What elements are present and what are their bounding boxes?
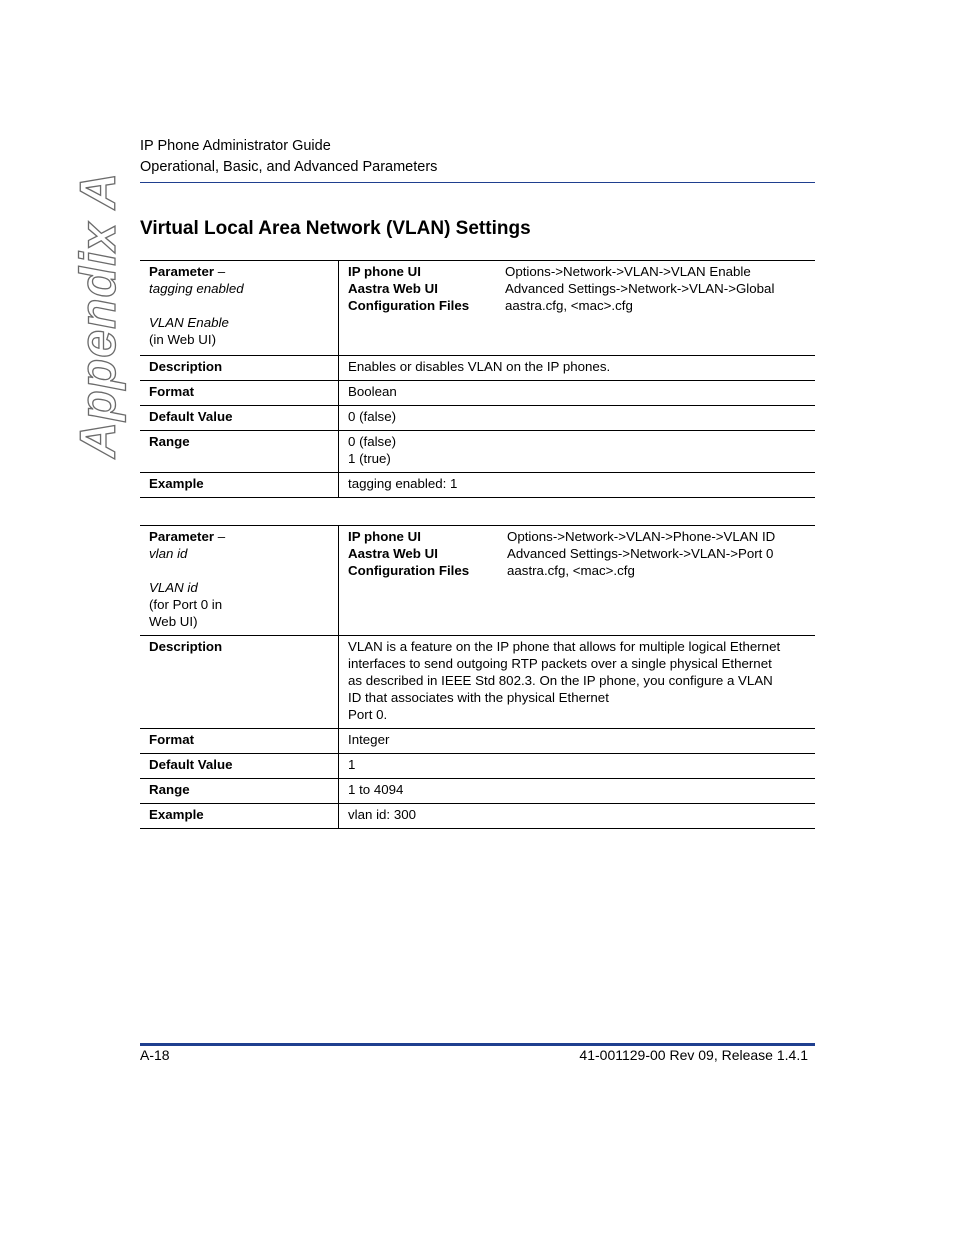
- description-line-5: Port 0.: [348, 707, 388, 722]
- default-value: 1: [339, 754, 816, 779]
- format-label: Format: [140, 381, 339, 406]
- appendix-side-label: Appendix A: [70, 172, 126, 458]
- example-value: vlan id: 300: [339, 804, 816, 829]
- parameter-name: vlan id: [149, 546, 188, 561]
- ui-key-web-ui: Aastra Web UI: [348, 281, 438, 296]
- header-chapter-title: Operational, Basic, and Advanced Parameters: [140, 159, 438, 175]
- table-row-description: [140, 636, 815, 729]
- table-row-example: [140, 473, 815, 498]
- vlan-enable-parameter-table: [140, 260, 815, 498]
- ui-paths-cell: [339, 261, 816, 356]
- ui-value-web-ui: Advanced Settings->Network->VLAN->Port 0: [507, 546, 774, 561]
- ui-key-ip-phone: IP phone UI: [348, 529, 421, 544]
- parameter-cell: [140, 261, 339, 356]
- table-row-range: [140, 431, 815, 473]
- table-row-default: [140, 406, 815, 431]
- parameter-alt-name: VLAN id: [149, 580, 198, 595]
- example-value: tagging enabled: 1: [339, 473, 816, 498]
- table-row-format: [140, 381, 815, 406]
- ui-key-ip-phone: IP phone UI: [348, 264, 421, 279]
- description-line-2: interfaces to send outgoing RTP packets over a single physical Ethernet: [348, 656, 772, 671]
- ui-paths-cell: [339, 526, 816, 636]
- ui-value-config-files: aastra.cfg, <mac>.cfg: [507, 563, 635, 578]
- range-value-2: 1 (true): [348, 451, 391, 466]
- parameter-alt-note-1: (for Port 0 in: [149, 597, 223, 612]
- range-value: [339, 431, 816, 473]
- description-label: Description: [140, 356, 339, 381]
- section-title: Virtual Local Area Network (VLAN) Settings: [140, 218, 531, 239]
- parameter-alt-name: VLAN Enable: [149, 315, 229, 330]
- range-label: Range: [140, 779, 339, 804]
- table-row-parameter: [140, 261, 815, 356]
- example-label: Example: [140, 473, 339, 498]
- format-value: Integer: [339, 729, 816, 754]
- table-row-example: [140, 804, 815, 829]
- page-number: A-18: [140, 1047, 170, 1063]
- table-row-parameter: [140, 526, 815, 636]
- parameter-alt-note-2: Web UI): [149, 614, 198, 629]
- range-value-1: 0 (false): [348, 434, 397, 449]
- parameter-dash: –: [214, 529, 226, 544]
- description-line-3: as described in IEEE Std 802.3. On the IP phone, you configure a VLAN: [348, 673, 773, 688]
- description-value: [339, 636, 816, 729]
- range-value: 1 to 4094: [339, 779, 816, 804]
- running-header: [140, 136, 815, 178]
- format-label: Format: [140, 729, 339, 754]
- vlan-id-parameter-table: [140, 525, 815, 829]
- header-guide-title: IP Phone Administrator Guide: [140, 138, 331, 154]
- ui-value-ip-phone: Options->Network->VLAN->VLAN Enable: [505, 264, 751, 279]
- description-label: Description: [140, 636, 339, 729]
- ui-key-web-ui: Aastra Web UI: [348, 546, 438, 561]
- example-label: Example: [140, 804, 339, 829]
- parameter-label: Parameter: [149, 529, 215, 544]
- parameter-label: Parameter: [149, 264, 215, 279]
- document-revision: 41-001129-00 Rev 09, Release 1.4.1: [579, 1047, 808, 1063]
- header-divider: [140, 182, 815, 183]
- ui-value-config-files: aastra.cfg, <mac>.cfg: [505, 298, 633, 313]
- default-label: Default Value: [140, 754, 339, 779]
- table-row-description: [140, 356, 815, 381]
- parameter-alt-note: (in Web UI): [149, 332, 216, 347]
- description-line-4: ID that associates with the physical Ethernet: [348, 690, 609, 705]
- description-line-1: VLAN is a feature on the IP phone that allows for multiple logical Ethernet: [348, 639, 781, 654]
- parameter-name: tagging enabled: [149, 281, 244, 296]
- default-value: 0 (false): [339, 406, 816, 431]
- footer-divider: [140, 1043, 815, 1046]
- parameter-cell: [140, 526, 339, 636]
- range-label: Range: [140, 431, 339, 473]
- ui-value-ip-phone: Options->Network->VLAN->Phone->VLAN ID: [507, 529, 776, 544]
- ui-value-web-ui: Advanced Settings->Network->VLAN->Global: [505, 281, 775, 296]
- table-row-format: [140, 729, 815, 754]
- table-row-default: [140, 754, 815, 779]
- default-label: Default Value: [140, 406, 339, 431]
- table-row-range: [140, 779, 815, 804]
- parameter-dash: –: [214, 264, 226, 279]
- description-value: Enables or disables VLAN on the IP phones.: [339, 356, 816, 381]
- format-value: Boolean: [339, 381, 816, 406]
- ui-key-config-files: Configuration Files: [348, 563, 470, 578]
- ui-key-config-files: Configuration Files: [348, 298, 470, 313]
